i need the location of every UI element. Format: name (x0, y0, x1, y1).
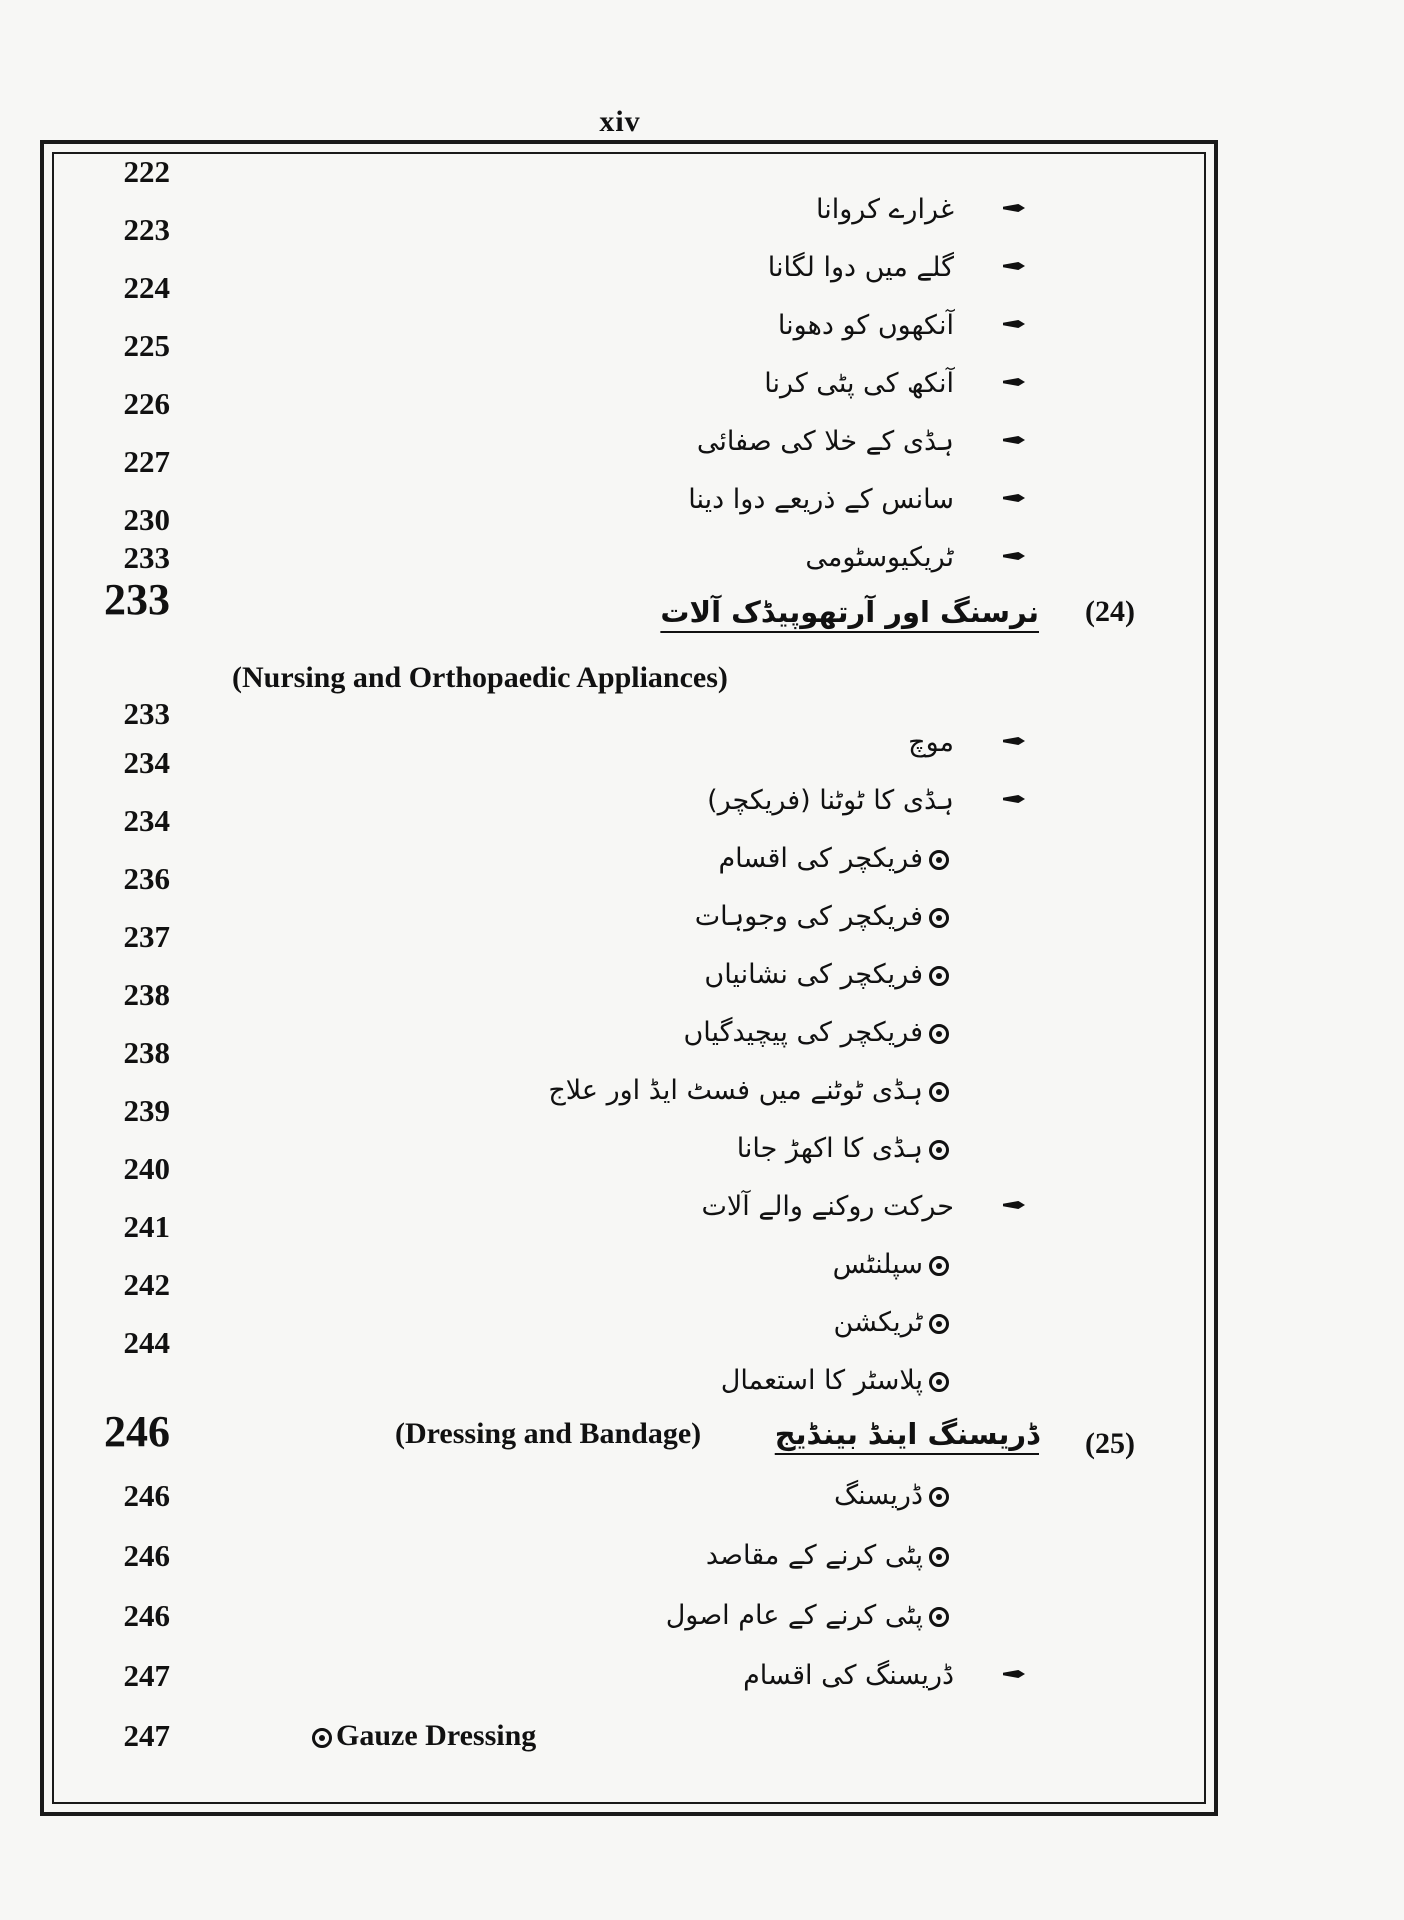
arrow-bullet-icon (1003, 737, 1025, 745)
subentry (312, 1706, 536, 1766)
page-ref: 222 (123, 154, 170, 189)
arrow-bullet-icon (1003, 320, 1025, 328)
page-ref: 246 (123, 1478, 170, 1513)
page-ref: 242 (123, 1267, 170, 1302)
subentry-title: Gauze Dressing (336, 1719, 537, 1752)
subentry-title: ہڈی کا اکھڑ جانا (736, 1133, 923, 1164)
subentry (834, 1466, 949, 1526)
subentry-title: فریکچر کی پیچیدگیاں (683, 1017, 923, 1048)
circle-bullet-icon (929, 1082, 949, 1102)
page-ref: 236 (123, 861, 170, 896)
chapter-title-english: (Nursing and Orthopaedic Appliances) (232, 661, 728, 694)
page-ref: 227 (123, 444, 170, 479)
page-ref: 233 (104, 575, 170, 624)
toc-subentry (0, 1466, 1404, 1526)
subentry (834, 1293, 949, 1353)
circle-bullet-icon (929, 850, 949, 870)
subentry (737, 1119, 949, 1179)
entry-title: ہڈی کے خلا کی صفائی (696, 426, 954, 457)
arrow-bullet-icon (1003, 1670, 1025, 1678)
arrow-bullet-icon (1003, 378, 1025, 386)
circle-bullet-icon (929, 1256, 949, 1276)
toc-subentry (0, 1235, 1404, 1302)
circle-bullet-icon (929, 1547, 949, 1567)
toc-subentry (0, 1586, 1404, 1646)
toc-entry (0, 1646, 1404, 1706)
page-number: xiv (599, 105, 641, 138)
toc-subentry (0, 1293, 1404, 1360)
page-ref: 237 (123, 919, 170, 954)
page-ref: 234 (123, 745, 170, 780)
chapter-heading (0, 1402, 1404, 1462)
subentry-title: پلاسٹر کا استعمال (720, 1365, 923, 1396)
toc-entry (0, 180, 1404, 247)
subentry (683, 1003, 949, 1063)
toc-subentry (0, 1061, 1404, 1128)
entry-title: ہڈی کا ٹوٹنا (فریکچر) (707, 785, 954, 816)
circle-bullet-icon (929, 1607, 949, 1627)
arrow-bullet-icon (1003, 204, 1025, 212)
chapter-number: (25) (1085, 1427, 1135, 1460)
circle-bullet-icon (929, 1314, 949, 1334)
toc-subentry (0, 1119, 1404, 1186)
page-ref: 239 (123, 1093, 170, 1128)
arrow-bullet-icon (1003, 552, 1025, 560)
subentry-title: پٹی کرنے کے مقاصد (705, 1540, 923, 1571)
arrow-bullet-icon (1003, 1201, 1025, 1209)
subentry (666, 1586, 949, 1646)
arrow-bullet-icon (1003, 262, 1025, 270)
toc-entry (0, 238, 1404, 305)
subentry-title: فریکچر کی نشانیاں (704, 959, 923, 990)
toc-entry (0, 771, 1404, 838)
chapter-heading (0, 570, 1404, 630)
circle-bullet-icon (929, 1140, 949, 1160)
entry-title: آنکھوں کو دھونا (777, 310, 954, 341)
page-ref: 225 (123, 328, 170, 363)
entry-title: ڈریسنگ کی اقسام (743, 1660, 954, 1691)
toc-entry (0, 713, 1404, 780)
circle-bullet-icon (312, 1728, 332, 1748)
page-ref: 226 (123, 386, 170, 421)
page-ref: 246 (104, 1407, 170, 1456)
page-ref: 233 (123, 540, 170, 575)
arrow-bullet-icon (1003, 795, 1025, 803)
subentry-title: ہڈی ٹوٹنے میں فسٹ ایڈ اور علاج (548, 1075, 923, 1106)
subentry-title: ڈریسنگ (834, 1480, 923, 1511)
page-ref: 238 (123, 1035, 170, 1070)
entry-title: آنکھ کی پٹی کرنا (764, 368, 954, 399)
chapter-title-urdu: ڈریسنگ اینڈ بینڈیج (774, 1417, 1039, 1451)
page-ref: 224 (123, 270, 170, 305)
subentry-title: فریکچر کی اقسام (718, 843, 923, 874)
page-ref: 230 (123, 502, 170, 537)
subentry (704, 945, 949, 1005)
toc-subentry (0, 887, 1404, 954)
arrow-bullet-icon (1003, 494, 1025, 502)
toc-subentry (0, 945, 1404, 1012)
page-ref: 233 (123, 696, 170, 731)
chapter-title-urdu: نرسنگ اور آرتھوپیڈک آلات (660, 595, 1039, 629)
page-ref: 238 (123, 977, 170, 1012)
page-ref: 223 (123, 212, 170, 247)
subentry-title: پٹی کرنے کے عام اصول (665, 1600, 923, 1631)
subentry (718, 829, 949, 889)
arrow-bullet-icon (1003, 436, 1025, 444)
chapter-number: (24) (1085, 595, 1135, 628)
subentry (695, 887, 949, 947)
page-ref: 241 (123, 1209, 170, 1244)
page-ref: 247 (123, 1658, 170, 1693)
toc-entry (0, 470, 1404, 537)
toc-entry (0, 412, 1404, 479)
toc-subentry (0, 1526, 1404, 1586)
subentry-title: سپلنٹس (832, 1249, 923, 1280)
circle-bullet-icon (929, 1024, 949, 1044)
toc-entry (0, 354, 1404, 421)
chapter-title-english: (Dressing and Bandage) (395, 1417, 702, 1450)
entry-title: سانس کے ذریعے دوا دینا (688, 484, 954, 515)
circle-bullet-icon (929, 966, 949, 986)
entry-title: گلے میں دوا لگانا (767, 252, 954, 283)
page-ref: 240 (123, 1151, 170, 1186)
subentry-title: فریکچر کی وجوہات (694, 901, 923, 932)
toc-subentry (0, 1003, 1404, 1070)
subentry-title: ٹریکشن (833, 1307, 923, 1338)
toc-subentry (0, 1706, 1404, 1766)
toc-subentry (0, 829, 1404, 896)
page-ref: 246 (123, 1598, 170, 1633)
page-ref: 234 (123, 803, 170, 838)
circle-bullet-icon (929, 1372, 949, 1392)
page-ref: 247 (123, 1718, 170, 1753)
page-ref: 244 (123, 1325, 170, 1360)
subentry (706, 1526, 949, 1586)
entry-title: ٹریکیوسٹومی (805, 542, 954, 573)
circle-bullet-icon (929, 1487, 949, 1507)
subentry (833, 1235, 949, 1295)
entry-title: موچ (908, 727, 954, 758)
toc-entry (0, 296, 1404, 363)
entry-title: حرکت روکنے والے آلات (701, 1191, 954, 1222)
entry-title: غرارے کروانا (816, 194, 954, 225)
toc-entry (0, 1177, 1404, 1244)
subentry (548, 1061, 949, 1121)
page-ref: 246 (123, 1538, 170, 1573)
circle-bullet-icon (929, 908, 949, 928)
